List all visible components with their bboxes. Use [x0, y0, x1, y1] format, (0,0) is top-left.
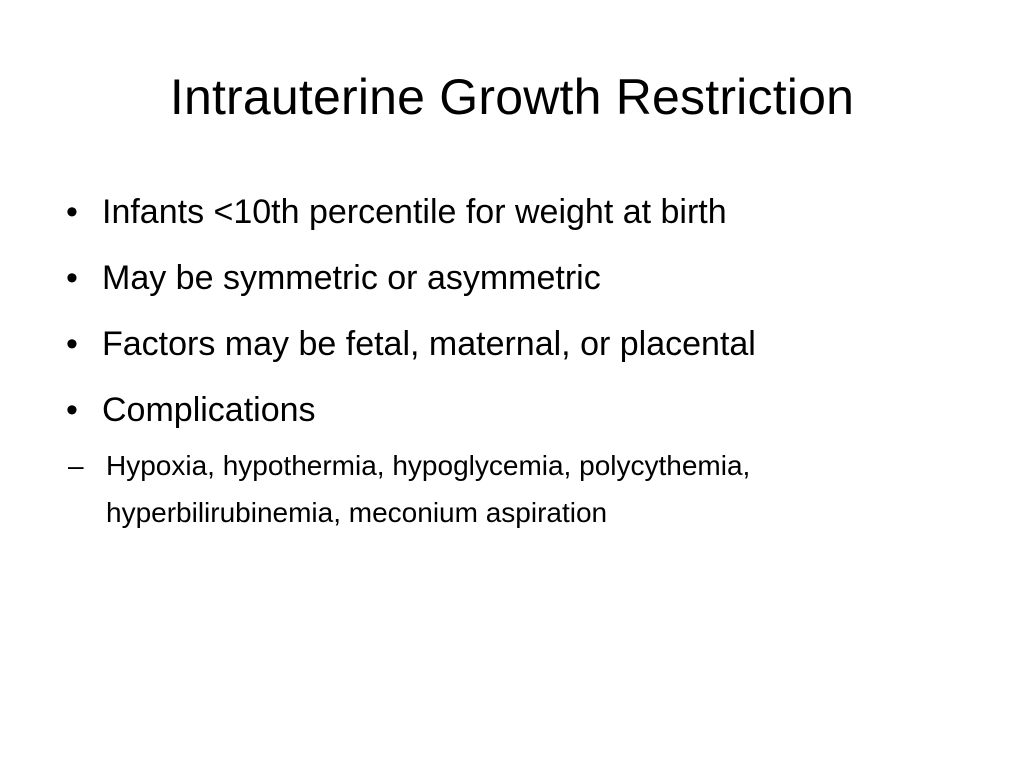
bullet-marker: • [66, 391, 78, 429]
bullet-list [60, 190, 960, 536]
bullet-marker: • [66, 259, 78, 297]
slide-title: Intrauterine Growth Restriction [169, 69, 855, 125]
bullet-text: Factors may be fetal, maternal, or placental [102, 325, 756, 363]
bullet-item [60, 256, 960, 300]
bullet-item [60, 322, 960, 366]
bullet-item [60, 388, 960, 432]
sub-bullet-text: Hypoxia, hypothermia, hypoglycemia, polycythemia, hyperbilirubinemia, meconium aspiration [106, 450, 751, 528]
bullet-text: Complications [102, 391, 316, 429]
bullet-text: May be symmetric or asymmetric [102, 259, 601, 297]
bullet-item [60, 190, 960, 234]
sub-bullet-container [60, 442, 960, 536]
bullet-marker: • [66, 193, 78, 231]
sub-bullet-list [60, 442, 960, 536]
bullet-marker: • [66, 325, 78, 363]
sub-bullet-marker: – [68, 450, 84, 481]
sub-bullet-item [68, 442, 846, 536]
bullet-text: Infants <10th percentile for weight at birth [102, 193, 727, 231]
